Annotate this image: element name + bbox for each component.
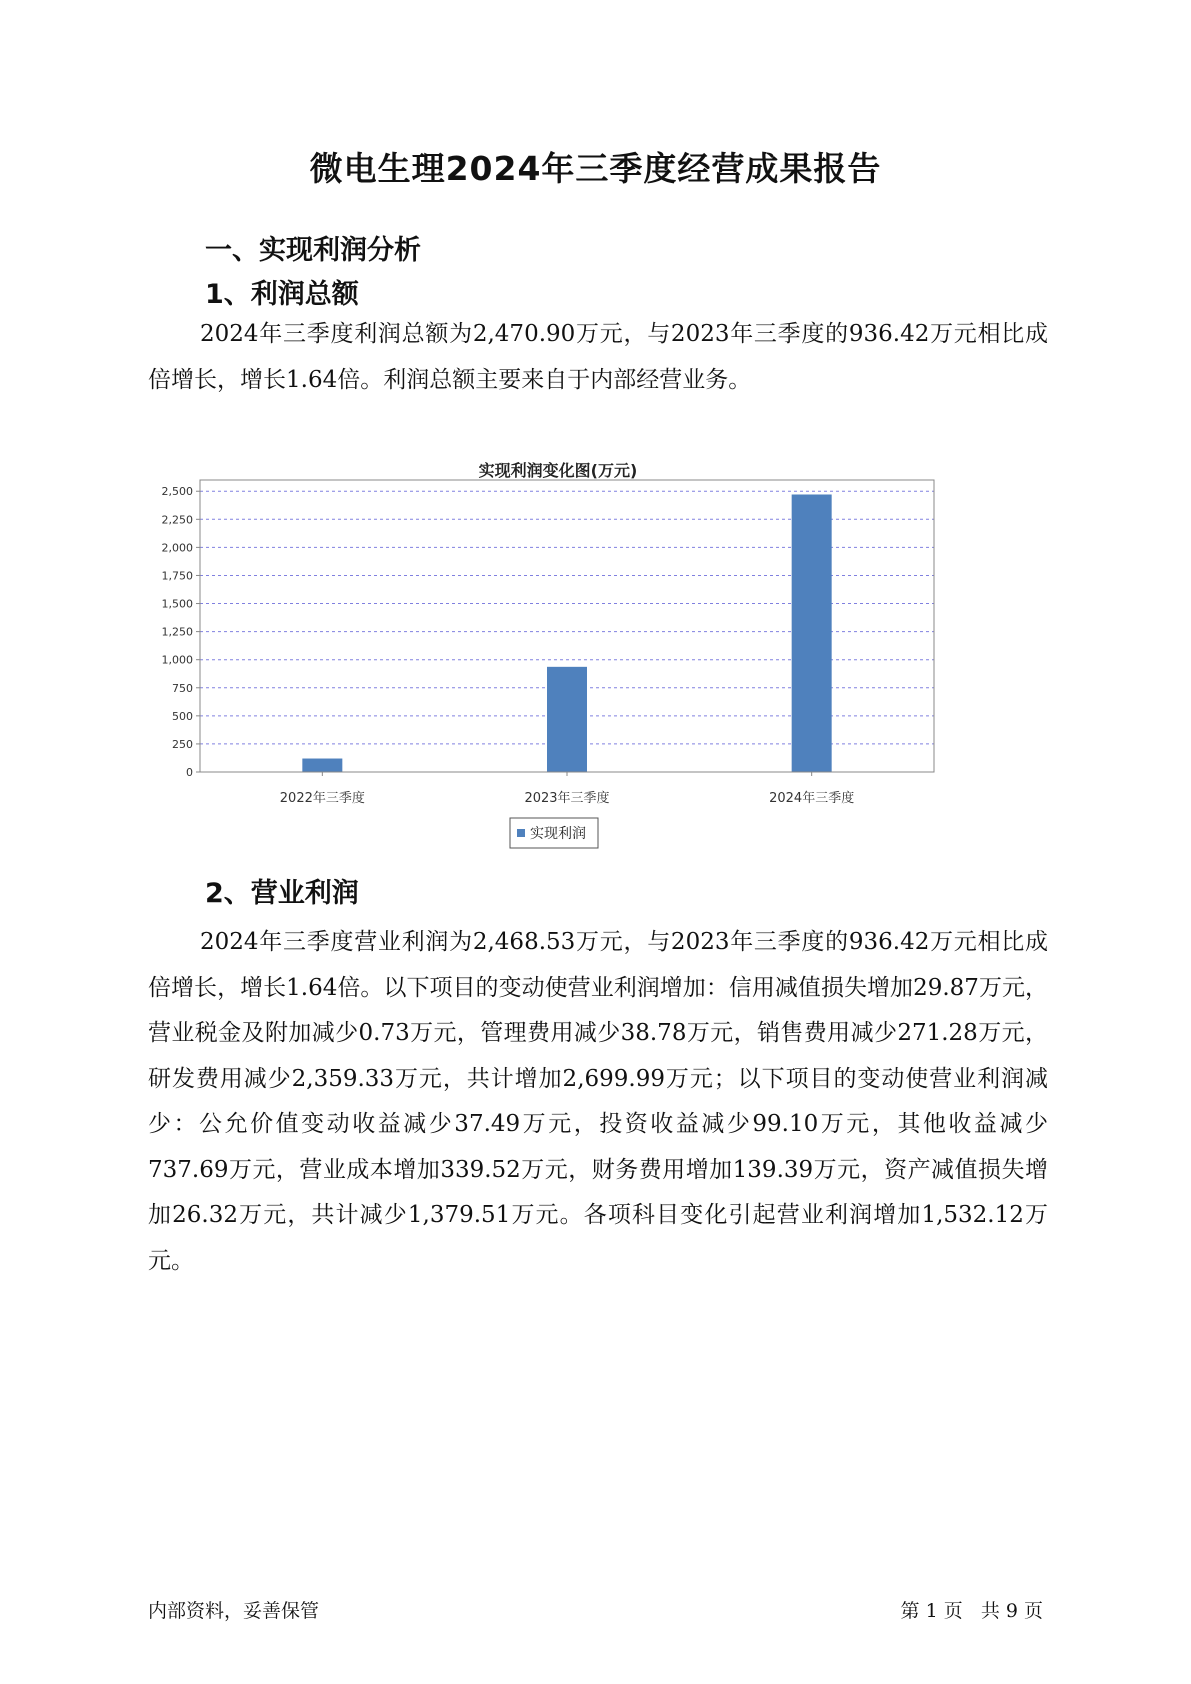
bar bbox=[792, 494, 832, 772]
document-title: 微电生理2024年三季度经营成果报告 bbox=[309, 149, 882, 188]
footer-confidential-note: 内部资料，妥善保管 bbox=[148, 1600, 320, 1622]
legend-swatch bbox=[517, 829, 525, 837]
bar bbox=[547, 667, 587, 772]
y-tick-label: 750 bbox=[172, 681, 193, 695]
y-tick-label: 1,750 bbox=[161, 569, 193, 583]
y-tick-label: 2,250 bbox=[161, 513, 193, 527]
subsection-heading-operating-profit: 2、营业利润 bbox=[205, 878, 359, 909]
subsection-heading-total-profit: 1、利润总额 bbox=[205, 279, 359, 310]
chart-title: 实现利润变化图(万元) bbox=[478, 461, 638, 480]
x-axis-ticks bbox=[280, 772, 854, 806]
x-tick-label: 2023年三季度 bbox=[524, 791, 610, 806]
y-tick-label: 1,000 bbox=[161, 653, 193, 667]
y-tick-label: 2,000 bbox=[161, 541, 193, 555]
y-tick-label: 500 bbox=[172, 709, 193, 723]
chart-legend bbox=[510, 818, 598, 848]
x-tick-label: 2022年三季度 bbox=[279, 791, 365, 806]
y-tick-label: 0 bbox=[186, 766, 193, 779]
y-tick-label: 250 bbox=[172, 737, 193, 751]
legend-label: 实现利润 bbox=[530, 826, 586, 842]
y-tick-label: 1,250 bbox=[161, 625, 193, 639]
footer-page-number: 第 1 页 共 9 页 bbox=[900, 1600, 1043, 1622]
y-axis-ticks bbox=[162, 485, 201, 779]
y-tick-label: 2,500 bbox=[161, 485, 193, 499]
x-tick-label: 2024年三季度 bbox=[769, 791, 855, 806]
total-profit-paragraph: 2024年三季度利润总额为2,470.90万元，与2023年三季度的936.42万元相比成倍增长，增长1.64倍。利润总额主要来自于内部经营业务。 bbox=[148, 321, 1048, 393]
y-tick-label: 1,500 bbox=[161, 597, 193, 611]
section-heading-profit-analysis: 一、实现利润分析 bbox=[205, 235, 421, 266]
profit-bar-chart bbox=[148, 461, 1048, 928]
bars bbox=[302, 494, 831, 772]
operating-profit-paragraph: 2024年三季度营业利润为2,468.53万元，与2023年三季度的936.42万元相比成倍增长，增长1.64倍。以下项目的变动使营业利润增加：信用减值损失增加29.87万元，营业税金及附加减少0.73万元，管理费用减少38.78万元，销售费用减少271.28万元，研发费用减少2,359.33万元，共计增加2,699.99万元；以下项目的变动使营业利润减少：公允价值变动收益减少37.49万元，投资收益减少99.10万元，其他收益减少737.69万元，营业成本增加339.52万元，财务费用增加139.39万元，资产减值损失增加26.32万元，共计减少1,379.51万元。各项科目变化引起营业利润增加1,532.12万元。 bbox=[148, 929, 1048, 1274]
bar bbox=[302, 759, 342, 772]
profit-chart bbox=[148, 461, 1048, 928]
